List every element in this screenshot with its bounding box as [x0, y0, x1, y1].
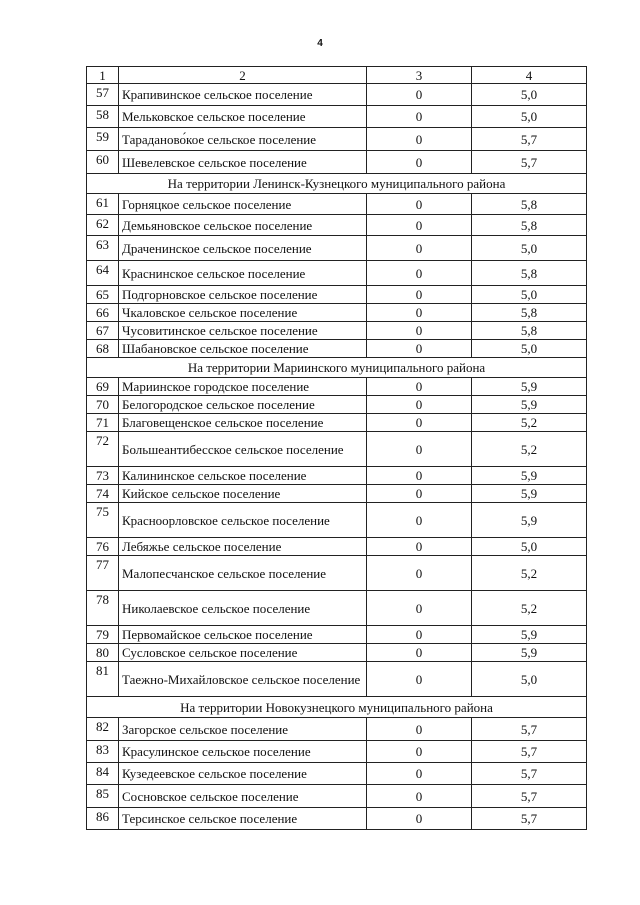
row-number: 57: [87, 84, 119, 106]
settlement-name: Большеантибесское сельское поселение: [119, 432, 367, 467]
settlement-name: Красулинское сельское поселение: [119, 741, 367, 763]
column-4-value: 5,2: [472, 556, 587, 591]
table-row: [87, 591, 587, 626]
table-row: [87, 84, 587, 106]
row-number: 63: [87, 236, 119, 261]
row-number: 85: [87, 785, 119, 808]
settlement-name: Тараданово́кое сельское поселение: [119, 128, 367, 151]
table-row: [87, 644, 587, 662]
settlement-name: Николаевское сельское поселение: [119, 591, 367, 626]
column-4-value: 5,9: [472, 378, 587, 396]
row-number: 60: [87, 151, 119, 174]
settlement-name: Шабановское сельское поселение: [119, 340, 367, 358]
section-header-row: [87, 174, 587, 194]
row-number: 75: [87, 503, 119, 538]
settlement-name: Таежно-Михайловское сельское поселение: [119, 662, 367, 697]
column-4-value: 5,8: [472, 322, 587, 340]
settlement-name: Красноорловское сельское поселение: [119, 503, 367, 538]
column-3-value: 0: [367, 503, 472, 538]
column-3-value: 0: [367, 644, 472, 662]
column-3-value: 0: [367, 215, 472, 236]
row-number: 74: [87, 485, 119, 503]
settlement-name: Кийское сельское поселение: [119, 485, 367, 503]
settlement-name: Белогородское сельское поселение: [119, 396, 367, 414]
row-number: 77: [87, 556, 119, 591]
row-number: 79: [87, 626, 119, 644]
table-row: [87, 556, 587, 591]
column-4-value: 5,8: [472, 304, 587, 322]
settlement-name: Терсинское сельское поселение: [119, 808, 367, 830]
settlement-name: Шевелевское сельское поселение: [119, 151, 367, 174]
column-3-value: 0: [367, 538, 472, 556]
column-3-value: 0: [367, 432, 472, 467]
column-3-value: 0: [367, 261, 472, 286]
settlement-name: Мельковское сельское поселение: [119, 106, 367, 128]
section-title: На территории Новокузнецкого муниципального района: [87, 697, 587, 718]
column-3-value: 0: [367, 485, 472, 503]
settlement-name: Благовещенское сельское поселение: [119, 414, 367, 432]
table-row: [87, 538, 587, 556]
settlements-table: [86, 66, 587, 830]
settlement-name: Сосновское сельское поселение: [119, 785, 367, 808]
column-3-value: 0: [367, 378, 472, 396]
settlement-name: Мариинское городское поселение: [119, 378, 367, 396]
column-4-value: 5,7: [472, 785, 587, 808]
header-col-4: 4: [472, 67, 587, 84]
settlement-name: Чусовитинское сельское поселение: [119, 322, 367, 340]
table-row: [87, 194, 587, 215]
table-row: [87, 432, 587, 467]
row-number: 86: [87, 808, 119, 830]
settlement-name: Драченинское сельское поселение: [119, 236, 367, 261]
column-3-value: 0: [367, 304, 472, 322]
column-4-value: 5,8: [472, 194, 587, 215]
column-4-value: 5,7: [472, 128, 587, 151]
settlement-name: Загорское сельское поселение: [119, 718, 367, 741]
row-number: 65: [87, 286, 119, 304]
column-3-value: 0: [367, 128, 472, 151]
column-3-value: 0: [367, 718, 472, 741]
table-row: [87, 718, 587, 741]
column-4-value: 5,2: [472, 414, 587, 432]
table-row: [87, 286, 587, 304]
row-number: 62: [87, 215, 119, 236]
column-3-value: 0: [367, 84, 472, 106]
table-row: [87, 808, 587, 830]
row-number: 71: [87, 414, 119, 432]
column-4-value: 5,0: [472, 662, 587, 697]
row-number: 76: [87, 538, 119, 556]
column-4-value: 5,7: [472, 808, 587, 830]
section-header-row: [87, 358, 587, 378]
column-4-value: 5,9: [472, 626, 587, 644]
column-4-value: 5,0: [472, 236, 587, 261]
column-4-value: 5,2: [472, 591, 587, 626]
column-3-value: 0: [367, 741, 472, 763]
page-number: 4: [317, 38, 323, 49]
column-4-value: 5,7: [472, 741, 587, 763]
table-body: [87, 67, 587, 830]
settlement-name: Горняцкое сельское поселение: [119, 194, 367, 215]
settlement-name: Лебяжье сельское поселение: [119, 538, 367, 556]
row-number: 59: [87, 128, 119, 151]
settlement-name: Чкаловское сельское поселение: [119, 304, 367, 322]
table-row: [87, 414, 587, 432]
column-3-value: 0: [367, 763, 472, 785]
column-3-value: 0: [367, 106, 472, 128]
table-row: [87, 128, 587, 151]
settlement-name: Подгорновское сельское поселение: [119, 286, 367, 304]
table-row: [87, 396, 587, 414]
table-row: [87, 378, 587, 396]
column-3-value: 0: [367, 556, 472, 591]
table-row: [87, 662, 587, 697]
section-header-row: [87, 697, 587, 718]
row-number: 80: [87, 644, 119, 662]
settlement-name: Малопесчанское сельское поселение: [119, 556, 367, 591]
settlement-name: Сусловское сельское поселение: [119, 644, 367, 662]
column-4-value: 5,0: [472, 538, 587, 556]
header-col-1: 1: [87, 67, 119, 84]
table-row: [87, 261, 587, 286]
column-4-value: 5,7: [472, 718, 587, 741]
row-number: 66: [87, 304, 119, 322]
row-number: 84: [87, 763, 119, 785]
column-3-value: 0: [367, 414, 472, 432]
column-3-value: 0: [367, 662, 472, 697]
settlement-name: Демьяновское сельское поселение: [119, 215, 367, 236]
table-row: [87, 322, 587, 340]
column-3-value: 0: [367, 236, 472, 261]
row-number: 68: [87, 340, 119, 358]
column-3-value: 0: [367, 340, 472, 358]
column-3-value: 0: [367, 151, 472, 174]
table-row: [87, 485, 587, 503]
settlement-name: Крапивинское сельское поселение: [119, 84, 367, 106]
column-4-value: 5,9: [472, 467, 587, 485]
column-4-value: 5,0: [472, 286, 587, 304]
column-3-value: 0: [367, 785, 472, 808]
row-number: 70: [87, 396, 119, 414]
column-3-value: 0: [367, 322, 472, 340]
table-row: [87, 340, 587, 358]
row-number: 72: [87, 432, 119, 467]
row-number: 67: [87, 322, 119, 340]
column-3-value: 0: [367, 591, 472, 626]
header-col-3: 3: [367, 67, 472, 84]
settlement-name: Первомайское сельское поселение: [119, 626, 367, 644]
column-4-value: 5,7: [472, 763, 587, 785]
table-row: [87, 626, 587, 644]
column-4-value: 5,8: [472, 215, 587, 236]
row-number: 69: [87, 378, 119, 396]
column-4-value: 5,0: [472, 84, 587, 106]
row-number: 64: [87, 261, 119, 286]
column-3-value: 0: [367, 808, 472, 830]
column-4-value: 5,9: [472, 644, 587, 662]
table-row: [87, 215, 587, 236]
row-number: 83: [87, 741, 119, 763]
column-4-value: 5,7: [472, 151, 587, 174]
row-number: 61: [87, 194, 119, 215]
table-row: [87, 236, 587, 261]
table-row: [87, 304, 587, 322]
table-row: [87, 151, 587, 174]
row-number: 58: [87, 106, 119, 128]
settlement-name: Краснинское сельское поселение: [119, 261, 367, 286]
column-4-value: 5,9: [472, 485, 587, 503]
column-4-value: 5,9: [472, 503, 587, 538]
header-col-2: 2: [119, 67, 367, 84]
column-3-value: 0: [367, 286, 472, 304]
column-4-value: 5,2: [472, 432, 587, 467]
column-4-value: 5,8: [472, 261, 587, 286]
table-row: [87, 467, 587, 485]
column-3-value: 0: [367, 626, 472, 644]
column-3-value: 0: [367, 194, 472, 215]
column-4-value: 5,0: [472, 106, 587, 128]
column-3-value: 0: [367, 396, 472, 414]
table-row: [87, 785, 587, 808]
row-number: 82: [87, 718, 119, 741]
section-title: На территории Мариинского муниципального района: [87, 358, 587, 378]
column-4-value: 5,0: [472, 340, 587, 358]
table-row: [87, 503, 587, 538]
settlement-name: Кузедеевское сельское поселение: [119, 763, 367, 785]
section-title: На территории Ленинск-Кузнецкого муниципального района: [87, 174, 587, 194]
row-number: 73: [87, 467, 119, 485]
column-4-value: 5,9: [472, 396, 587, 414]
table-row: [87, 763, 587, 785]
settlement-name: Калининское сельское поселение: [119, 467, 367, 485]
table-header-row: [87, 67, 587, 84]
table-row: [87, 106, 587, 128]
table-row: [87, 741, 587, 763]
row-number: 81: [87, 662, 119, 697]
row-number: 78: [87, 591, 119, 626]
column-3-value: 0: [367, 467, 472, 485]
